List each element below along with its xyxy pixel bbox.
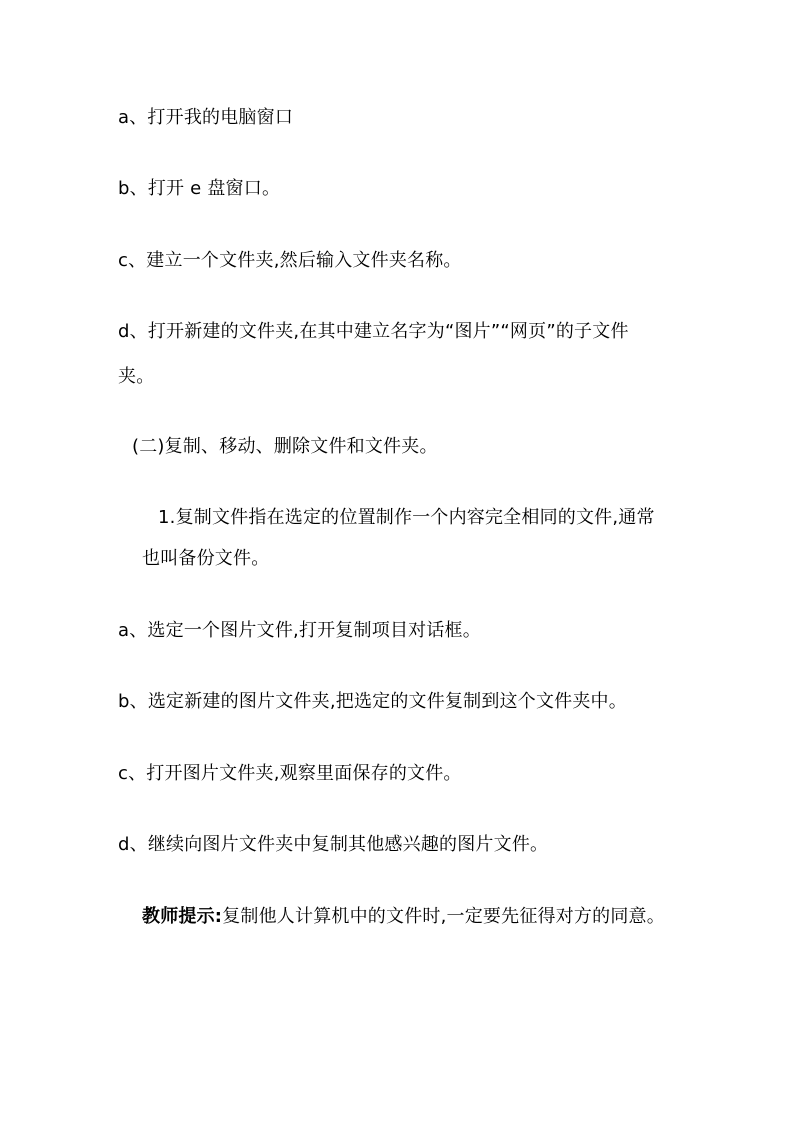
step-a-open-computer: a、打开我的电脑窗口 — [118, 107, 294, 128]
section-heading: (二)复制、移动、删除文件和文件夹。 — [132, 436, 438, 457]
step-c-create-folder: c、建立一个文件夹,然后输入文件夹名称。 — [118, 250, 462, 271]
teacher-tip-text: 复制他人计算机中的文件时,一定要先征得对方的同意。 — [222, 906, 665, 927]
copy-step-b: b、选定新建的图片文件夹,把选定的文件复制到这个文件夹中。 — [118, 691, 627, 712]
copy-step-a: a、选定一个图片文件,打开复制项目对话框。 — [118, 620, 481, 641]
copy-definition-continuation: 也叫备份文件。 — [142, 548, 270, 569]
copy-definition: 1.复制文件指在选定的位置制作一个内容完全相同的文件,通常 — [158, 507, 655, 528]
copy-step-d: d、继续向图片文件夹中复制其他感兴趣的图片文件。 — [118, 834, 549, 855]
step-d-open-new-folder: d、打开新建的文件夹,在其中建立名字为“图片”“网页”的子文件 — [118, 321, 629, 342]
teacher-tip — [142, 905, 665, 929]
step-b-open-e-drive: b、打开 e 盘窗口。 — [118, 178, 281, 199]
copy-step-c: c、打开图片文件夹,观察里面保存的文件。 — [118, 763, 462, 784]
teacher-tip-label: 教师提示: — [142, 906, 223, 927]
step-d-continuation: 夹。 — [118, 366, 155, 387]
